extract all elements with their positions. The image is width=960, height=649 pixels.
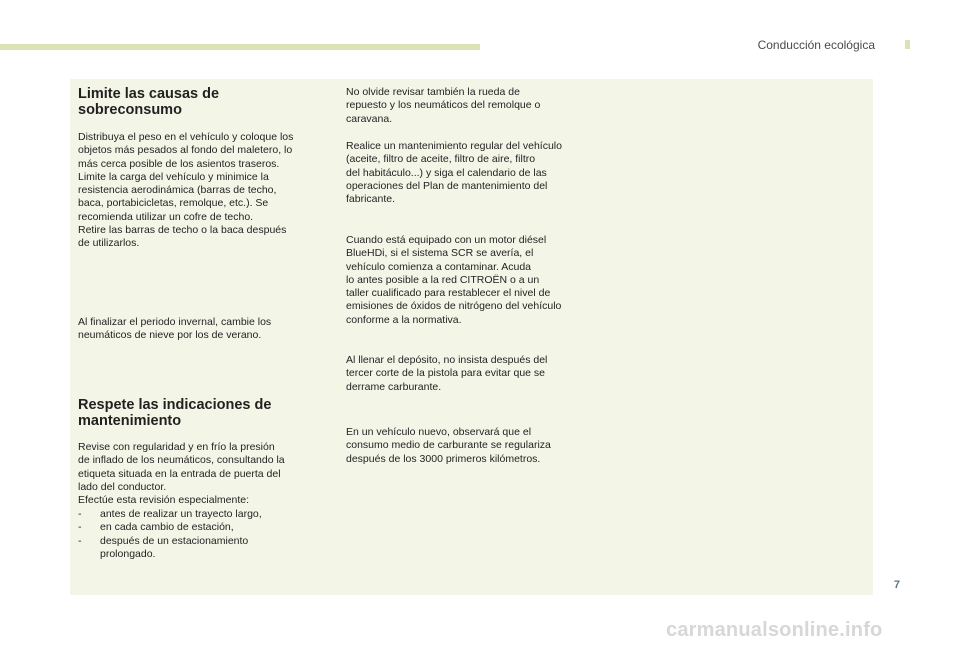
text-line: repuesto y los neumáticos del remolque o <box>346 99 541 112</box>
text-line: recomienda utilizar un cofre de techo. <box>78 210 254 223</box>
text-line: Efectúe esta revisión especialmente: <box>78 494 250 507</box>
text-line: Realice un mantenimiento regular del vehículo <box>346 140 562 152</box>
text-line: operaciones del Plan de mantenimiento del <box>346 179 548 192</box>
paragraph-new-vehicle-consumption <box>346 426 600 466</box>
text-line: más cerca posible de los asientos traseros. <box>78 157 280 170</box>
text-line: conforme a la normativa. <box>346 313 462 326</box>
text-line: Limite la carga del vehículo y minimice la <box>78 170 269 183</box>
paragraph-load-distribution <box>78 131 328 251</box>
text-line: Retire las barras de techo o la baca después <box>78 224 287 237</box>
chapter-marker <box>905 40 910 49</box>
section-heading-overconsumption <box>78 86 328 118</box>
watermark[interactable]: carmanualsonline.info <box>666 619 883 641</box>
text-line: lo antes posible a la red CITROËN o a un <box>346 273 540 286</box>
paragraph-winter-tyres <box>78 316 328 343</box>
text-line: consumo medio de carburante se regulariza <box>346 439 551 452</box>
paragraph-tyre-pressure <box>78 441 328 507</box>
text-line: fabricante. <box>346 193 396 206</box>
text-line: Distribuya el peso en el vehículo y coloque los <box>78 131 294 143</box>
heading-line: sobreconsumo <box>78 102 182 118</box>
list-dash: - <box>78 508 82 520</box>
text-line: Revise con regularidad y en frío la presión <box>78 441 275 453</box>
text-line: objetos más pesados al fondo del maletero, lo <box>78 144 293 157</box>
list-dash: - <box>78 534 82 547</box>
text-line: del habitáculo...) y siga el calendario de las <box>346 166 547 179</box>
list-item-text: antes de realizar un trayecto largo, <box>100 508 262 520</box>
header-accent-bar <box>0 44 480 50</box>
text-line: de inflado de los neumáticos, consultando la <box>78 454 285 467</box>
text-line: Al llenar el depósito, no insista después del <box>346 354 548 366</box>
text-line: Al finalizar el periodo invernal, cambie los <box>78 316 272 328</box>
list-item-text: prolongado. <box>100 547 156 560</box>
text-line: neumáticos de nieve por los de verano. <box>78 329 262 342</box>
text-line: taller cualificado para restablecer el nivel de <box>346 287 551 300</box>
paragraph-bluehdi-scr <box>346 234 600 327</box>
chapter-title: Conducción ecológica <box>757 38 875 52</box>
paragraph-spare-wheel <box>346 86 600 126</box>
section-heading-maintenance <box>78 397 328 429</box>
heading-line: mantenimiento <box>78 413 182 429</box>
paragraph-regular-maintenance <box>346 140 600 206</box>
text-line: baca, portabicicletas, remolque, etc.). Se <box>78 197 269 210</box>
check-occasions-list <box>78 508 328 561</box>
list-item <box>78 521 328 534</box>
text-line: No olvide revisar también la rueda de <box>346 86 520 98</box>
text-line: lado del conductor. <box>78 480 167 493</box>
list-dash: - <box>78 521 82 534</box>
list-item <box>78 508 328 521</box>
page-number: 7 <box>893 579 900 591</box>
heading-line: Limite las causas de <box>78 86 220 102</box>
list-item-text: después de un estacionamiento <box>100 534 249 547</box>
text-line: después de los 3000 primeros kilómetros. <box>346 452 541 465</box>
text-line: emisiones de óxidos de nitrógeno del vehículo <box>346 300 562 313</box>
text-line: caravana. <box>346 112 393 125</box>
text-line: etiqueta situada en la entrada de puerta del <box>78 467 281 480</box>
list-item-text: en cada cambio de estación, <box>100 521 234 534</box>
text-line: resistencia aerodinámica (barras de techo, <box>78 184 277 197</box>
text-line: En un vehículo nuevo, observará que el <box>346 426 532 438</box>
text-line: BlueHDi, si el sistema SCR se avería, el <box>346 247 534 260</box>
paragraph-refuelling <box>346 354 600 394</box>
heading-line: Respete las indicaciones de <box>78 397 272 413</box>
text-line: vehículo comienza a contaminar. Acuda <box>346 260 532 273</box>
text-line: derrame carburante. <box>346 380 442 393</box>
list-item <box>78 535 328 562</box>
text-line: (aceite, filtro de aceite, filtro de aire, filtro <box>346 153 536 166</box>
text-line: tercer corte de la pistola para evitar que se <box>346 367 546 380</box>
text-line: Cuando está equipado con un motor diésel <box>346 234 547 246</box>
text-line: de utilizarlos. <box>78 237 140 250</box>
